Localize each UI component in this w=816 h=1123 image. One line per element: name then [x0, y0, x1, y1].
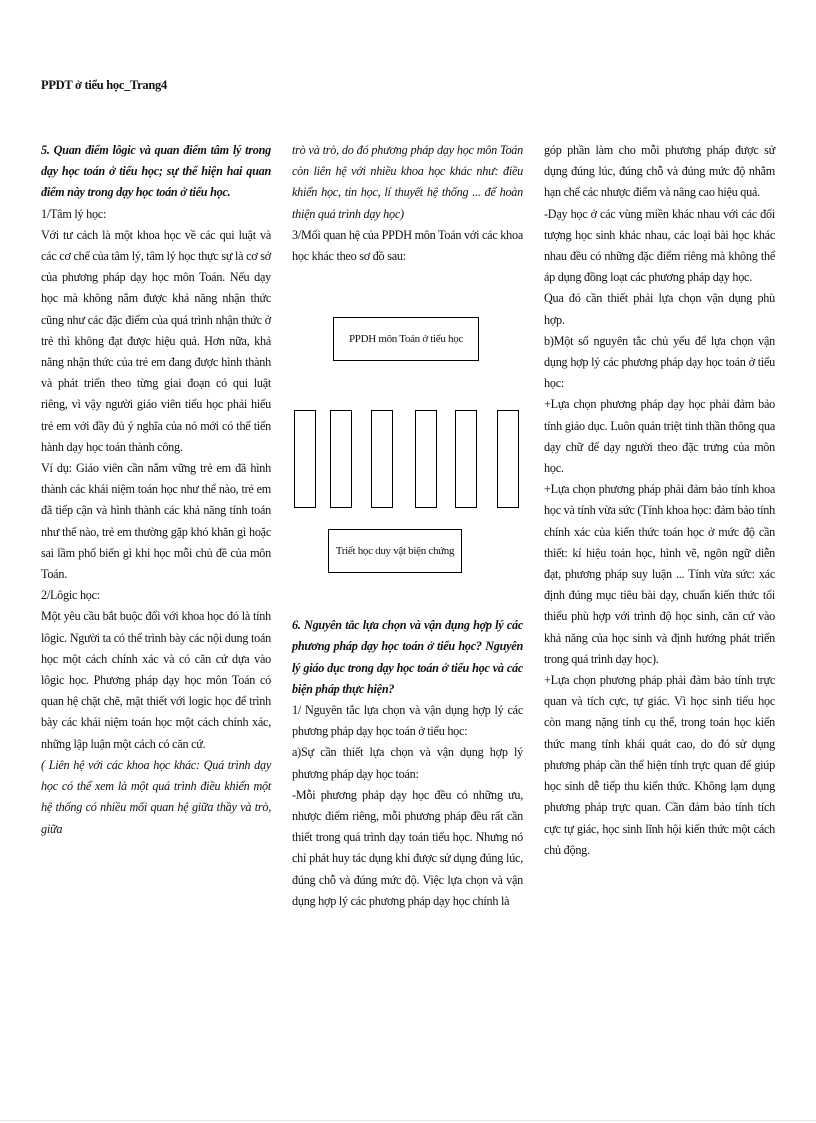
paragraph: Qua đó cần thiết phải lựa chọn vận dụng phù hợp.: [544, 291, 775, 327]
paragraph: -Dạy học ở các vùng miền khác nhau với các đối tượng học sinh khác nhau, các loại bài học khác nhau đều có những đặc điểm riêng mà không thể áp dụng đồng loạt các phương pháp dạy học.: [544, 206, 775, 285]
diagram-science-box: [294, 410, 316, 508]
paragraph: +Lựa chọn phương pháp phải đảm bảo tính khoa học và tính vừa sức (Tính khoa học: đảm bảo tính chính xác của kiến thức toán học ở mức độ cần thiết: kí hiệu toán học, hình vẽ, ngôn ngữ diễn đạt, phương pháp suy luận ... Tính vừa sức: xác định đúng mục tiêu bài dạy, chuẩn kiến thức tối thiểu phù hợp với trình độ học sinh, căn cứ vào khả năng của học sinh và định hướng phát triển trong quá trình dạy học).: [544, 482, 775, 666]
diagram-science-box: [415, 410, 437, 508]
diagram-science-box: [371, 410, 393, 508]
paragraph-italic: trò và trò, do đó phương pháp dạy học môn Toán còn liên hệ với nhiều khoa học khác như: điều khiển học, tin học, lí thuyết hệ thống ... để hoàn thiện quá trình dạy học): [292, 143, 523, 221]
diagram-bottom-box: Triết học duy vật biện chứng: [328, 529, 462, 573]
column-3: [544, 140, 775, 861]
diagram-science-box: [330, 410, 352, 508]
diagram-science-box: [455, 410, 477, 508]
paragraph: b)Một số nguyên tắc chủ yếu để lựa chọn vận dụng hợp lý các phương pháp dạy học toán ở tiểu học:: [544, 333, 775, 391]
diagram-top-box: PPDH môn Toán ở tiểu học: [333, 317, 479, 361]
column-1: [41, 140, 271, 840]
paragraph: +Lựa chọn phương pháp phải đảm bảo tính trực quan và tích cực, tự giác. Vì học sinh tiểu học còn mang nặng tính cụ thể, trong toán học kiến thức mang tính khái quát cao, do đó sử dụng phương pháp cần thể hiện tính trực quan để giúp học sinh dễ tiếp thu kiến thức. Không lạm dụng phương pháp trực quan. Cần đảm bảo tính tích cực tự giác, học sinh lĩnh hội kiến thức một cách chủ động.: [544, 673, 775, 857]
paragraph: 1/ Nguyên tắc lựa chọn và vận dụng hợp lý các phương pháp dạy học toán ở tiểu học:: [292, 703, 523, 739]
diagram-science-box: [497, 410, 519, 508]
section-6-heading: 6. Nguyên tắc lựa chọn và vận dụng hợp lý các phương pháp dạy học toán ở tiểu học? Nguyên lý giáo dục trong dạy học toán ở tiểu học và các biện pháp thực hiện?: [292, 618, 523, 696]
paragraph: 3/Mối quan hệ của PPDH môn Toán với các khoa học khác theo sơ đồ sau:: [292, 227, 523, 264]
paragraph: Với tư cách là một khoa học về các qui luật và các cơ chế của tâm lý, tâm lý học thực sự là cơ sở của phương pháp dạy học môn Toán. Nếu dạy học mà không nắm được khả năng nhận thức cũng như các đặc điểm của quá trình nhận thức ở trẻ thì không đạt được hiệu quả. Hơn nữa, khả năng nhận thức của trẻ em đang được hình thành và phát triển theo từng giai đoạn có qui luật riêng, vì vậy người giáo viên tiểu học phải hiểu trẻ em với đầy đủ ý nghĩa của nó mới có thể tiến hành dạy học toán thành công.: [41, 227, 271, 454]
paragraph: +Lựa chọn phương pháp dạy học phải đảm bảo tính giáo dục. Luôn quán triệt tinh thần thông qua dạy chữ để dạy người theo đặc trưng của môn học.: [544, 397, 775, 476]
column-2: [292, 140, 523, 912]
relationship-diagram: [292, 269, 523, 615]
subheading-psychology: 1/Tâm lý học:: [41, 206, 107, 221]
section-5-heading: 5. Quan điểm lôgic và quan điểm tâm lý trong dạy học toán ở tiểu học; sự thể hiện hai quan điểm này trong dạy học toán ở tiểu học.: [41, 143, 271, 200]
page-header: PPDT ở tiểu học_Trang4: [41, 78, 167, 92]
page-bottom-edge: [0, 1120, 816, 1121]
paragraph-italic: ( Liên hệ với các khoa học khác: Quá trình dạy học có thể xem là một quá trình điều khiển một hệ thống có nhiều mối quan hệ giữa thầy và trò, giữa: [41, 757, 271, 836]
subheading-logic: 2/Lôgic học:: [41, 588, 100, 603]
paragraph: Ví dụ: Giáo viên cần nắm vững trẻ em đã hình thành các khái niệm toán học như thế nào, trẻ em đã tiếp cận và hình thành các khả năng tính toán như thế nào, trẻ em thường gặp khó khăn gì hoặc sai lầm phổ biến gì khi học mỗi chủ đề của môn Toán.: [41, 461, 271, 582]
paragraph: góp phần làm cho mỗi phương pháp được sử dụng đúng lúc, đúng chỗ và đúng mức độ nhằm hạn chế các nhược điểm và nâng cao hiệu quả.: [544, 143, 775, 200]
paragraph: a)Sự cần thiết lựa chọn và vận dụng hợp lý phương pháp dạy học toán:: [292, 745, 523, 781]
paragraph: -Mỗi phương pháp dạy học đều có những ưu, nhược điểm riêng, mỗi phương pháp đều rất cần thiết trong quá trình dạy toán tiểu học. Nhưng nó chỉ phát huy tác dụng khi được sử dụng đúng lúc, đúng chỗ và đúng mức độ. Việc lựa chọn và vận dụng hợp lý các phương pháp dạy học chính là: [292, 787, 523, 908]
paragraph: Một yêu cầu bắt buộc đối với khoa học đó là tính lôgic. Người ta có thể trình bày các nội dung toán học một cách chính xác và có căn cứ dựa vào lôgic học. Phương pháp dạy học môn Toán có quan hệ chặt chẽ, mật thiết với logic học để trình bày các khái niệm toán học một cách chính xác, những lập luận một cách có căn cứ.: [41, 609, 271, 751]
